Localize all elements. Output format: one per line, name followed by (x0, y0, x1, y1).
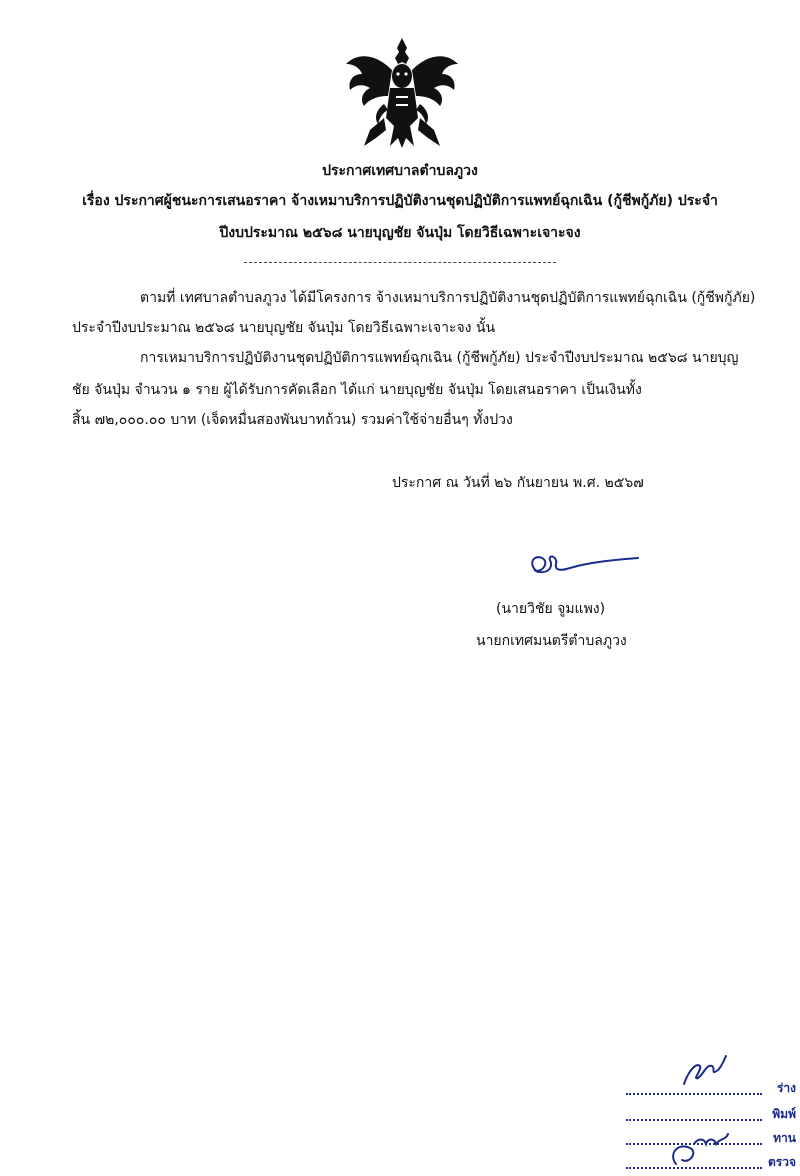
handwritten-signature (524, 548, 640, 582)
stamp-dotted-line (626, 1167, 762, 1169)
stamp-label-draft: ร่าง (776, 1081, 796, 1095)
paragraph-2-line-2: ชัย จันปุ่ม จำนวน ๑ ราย ผู้ได้รับการคัดเลือก ได้แก่ นายบุญชัย จันปุ่ม โดยเสนอราคา เป็นเงินทั้ง (72, 382, 642, 398)
paragraph-2-line-1: การเหมาบริการปฏิบัติงานชุดปฏิบัติการแพทย์ฉุกเฉิน (กู้ชีพกู้ภัย) ประจำปีงบประมาณ ๒๕๖๘ นายบุญ (140, 350, 739, 366)
paragraph-1-line-1: ตามที่ เทศบาลตำบลภูวง ได้มีโครงการ จ้างเหมาบริการปฏิบัติงานชุดปฏิบัติการแพทย์ฉุกเฉิน (กู้ชีพกู้ภัย) (140, 290, 756, 306)
subject-line-2: ปีงบประมาณ ๒๕๖๘ นายบุญชัย จันปุ่ม โดยวิธีเฉพาะเจาะจง (219, 225, 581, 241)
stamp-label-print: พิมพ์ (772, 1107, 796, 1121)
paragraph-1-line-2: ประจำปีงบประมาณ ๒๕๖๘ นายบุญชัย จันปุ่ม โดยวิธีเฉพาะเจาะจง นั้น (72, 320, 496, 336)
signatory-name: (นายวิชัย จูมแพง) (496, 601, 606, 617)
stamp-label-review: ทาน (773, 1131, 796, 1145)
approval-stamp (624, 1050, 800, 1176)
divider-dashed (244, 262, 556, 263)
stamp-dotted-line (626, 1119, 762, 1121)
stamp-label-check: ตรวจ (767, 1155, 796, 1169)
signatory-position: นายกเทศมนตรีตำบลภูวง (476, 633, 627, 649)
stamp-row-check (624, 1154, 796, 1172)
garuda-emblem-icon (340, 34, 464, 152)
stamp-dotted-line (626, 1143, 762, 1145)
stamp-row-review (624, 1130, 796, 1148)
announcement-title: ประกาศเทศบาลตำบลภูวง (322, 163, 478, 179)
stamp-row-draft (624, 1080, 796, 1098)
subject-line-1: เรื่อง ประกาศผู้ชนะการเสนอราคา จ้างเหมาบริการปฏิบัติงานชุดปฏิบัติการแพทย์ฉุกเฉิน (กู้ชีพกู้ภัย) ประจำ (82, 193, 718, 209)
announcement-date: ประกาศ ณ วันที่ ๒๖ กันยายน พ.ศ. ๒๕๖๗ (392, 475, 644, 491)
stamp-row-print (624, 1106, 796, 1124)
stamp-dotted-line (626, 1093, 762, 1095)
paragraph-2-line-3: สิ้น ๗๒,๐๐๐.๐๐ บาท (เจ็ดหมื่นสองพันบาทถ้วน) รวมค่าใช้จ่ายอื่นๆ ทั้งปวง (72, 412, 513, 428)
